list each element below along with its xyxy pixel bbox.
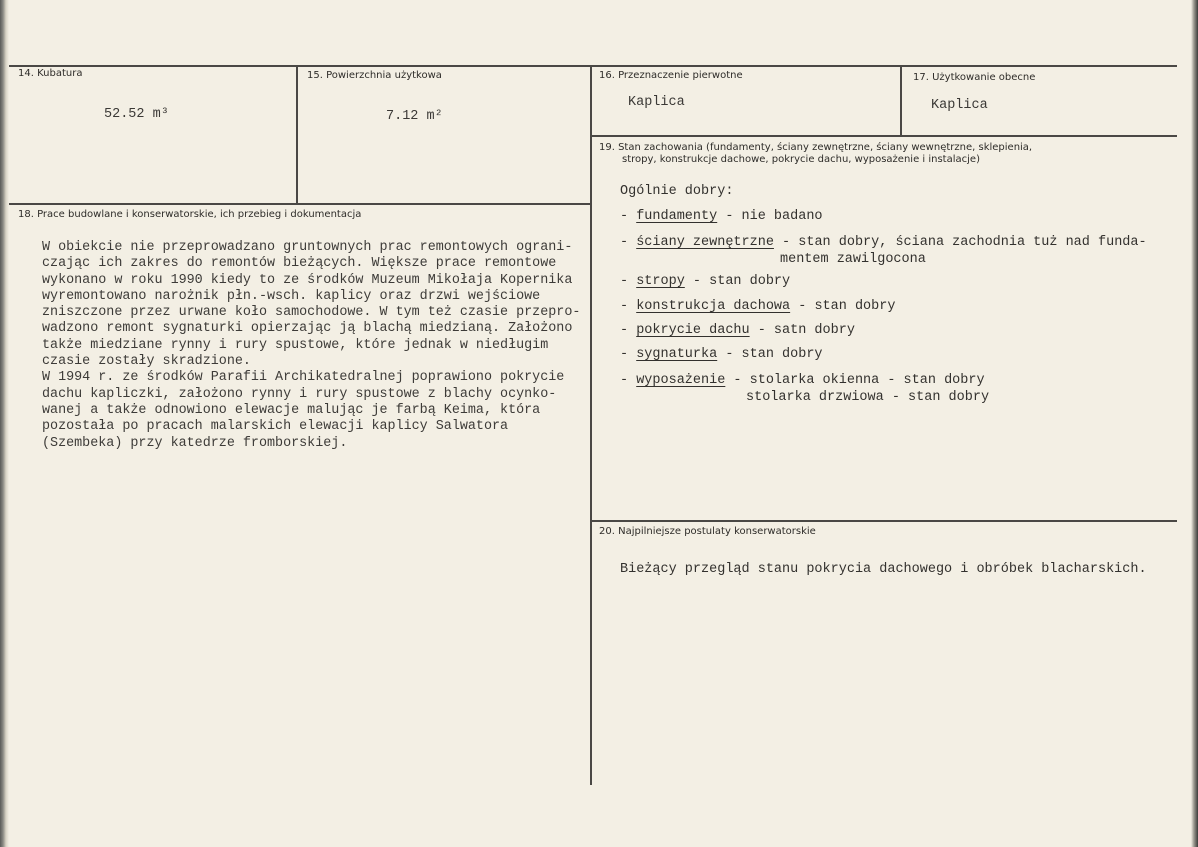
- field-15-label: 15. Powierzchnia użytkowa: [307, 70, 442, 81]
- condition-item: - pokrycie dachu - satn dobry: [620, 323, 855, 338]
- condition-item-name: ściany zewnętrzne: [636, 235, 774, 250]
- condition-item: - wyposażenie - stolarka okienna - stan dobry: [620, 373, 985, 388]
- paper-edge-right: [1191, 0, 1198, 847]
- field-20-label: 20. Najpilniejsze postulaty konserwatorskie: [599, 526, 816, 537]
- condition-item-continuation: stolarka drzwiowa - stan dobry: [746, 390, 990, 405]
- field-18-line: wykonano w roku 1990 kiedy to ze środków Muzeum Mikołaja Kopernika: [42, 272, 573, 288]
- field-14-value: 52.52 m³: [104, 107, 169, 122]
- field-17-label: 17. Użytkowanie obecne: [913, 72, 1036, 83]
- field-18-line: czasie zostały skradzione.: [42, 354, 251, 370]
- field-18-line: zniszczone przez urwane koło samochodowe. W tym też czasie przepro-: [42, 305, 581, 321]
- field-18-line: wadzono remont sygnaturki opierzając ją blachą miedzianą. Założono: [42, 321, 573, 337]
- condition-item: - stropy - stan dobry: [620, 274, 791, 289]
- field-16-value: Kaplica: [628, 95, 685, 110]
- field-19-label-line2: stropy, konstrukcje dachowe, pokrycie dachu, wyposażenie i instalacje): [622, 154, 980, 165]
- condition-item-name: sygnaturka: [636, 347, 718, 362]
- field-14-label: 14. Kubatura: [18, 68, 83, 79]
- condition-item: - ściany zewnętrzne - stan dobry, ściana zachodnia tuż nad funda-: [620, 235, 1147, 250]
- divider-14-15: [296, 66, 298, 204]
- condition-item-name: wyposażenie: [636, 373, 726, 388]
- rule-below-14-15: [9, 203, 591, 205]
- condition-item: - sygnaturka - stan dobry: [620, 347, 823, 362]
- field-16-label: 16. Przeznaczenie pierwotne: [599, 70, 743, 81]
- field-18-line: pozostała po pracach malarskich elewacji kaplicy Salwatora: [42, 419, 509, 435]
- condition-intro: Ogólnie dobry:: [620, 184, 734, 199]
- field-18-label: 18. Prace budowlane i konserwatorskie, ich przebieg i dokumentacja: [18, 209, 362, 220]
- condition-item-name: stropy: [636, 274, 685, 289]
- field-19-label-line1: 19. Stan zachowania (fundamenty, ściany zewnętrzne, ściany wewnętrzne, sklepienia,: [599, 142, 1033, 153]
- field-18-line: dachu kapliczki, założono rynny i rury spustowe z blachy ocynko-: [42, 386, 557, 402]
- field-18-line: także miedziane rynny i rury spustowe, które jednak w niedługim: [42, 337, 549, 353]
- field-18-line: czając ich zakres do remontów bieżących. Większe prace remontowe: [42, 256, 557, 272]
- condition-item-continuation: mentem zawilgocona: [780, 252, 926, 267]
- divider-15-16: [590, 66, 592, 785]
- rule-above-20: [591, 520, 1177, 522]
- field-20-text: Bieżący przegląd stanu pokrycia dachowego i obróbek blacharskich.: [620, 562, 1147, 577]
- field-18-line: wyremontowano narożnik płn.-wsch. kaplicy oraz drzwi wejściowe: [42, 288, 541, 304]
- field-15-value: 7.12 m²: [386, 109, 443, 124]
- field-17-value: Kaplica: [931, 98, 988, 113]
- paper-edge-left: [0, 0, 9, 847]
- field-18-line: W 1994 r. ze środków Parafii Archikatedralnej poprawiono pokrycie: [42, 370, 565, 386]
- condition-item: - fundamenty - nie badano: [620, 209, 823, 224]
- field-18-body: [42, 240, 580, 452]
- divider-16-17: [900, 66, 902, 136]
- rule-below-16-17: [591, 135, 1177, 137]
- condition-item: - konstrukcja dachowa - stan dobry: [620, 299, 896, 314]
- condition-item-name: fundamenty: [636, 209, 718, 224]
- condition-item-name: konstrukcja dachowa: [636, 299, 791, 314]
- field-18-line: wanej a także odnowiono elewacje malując je farbą Keima, która: [42, 402, 541, 418]
- top-rule: [9, 65, 1177, 67]
- field-18-line: W obiekcie nie przeprowadzano gruntownych prac remontowych ograni-: [42, 240, 573, 255]
- field-18-line: (Szembeka) przy katedrze fromborskiej.: [42, 435, 348, 451]
- condition-item-name: pokrycie dachu: [636, 323, 750, 338]
